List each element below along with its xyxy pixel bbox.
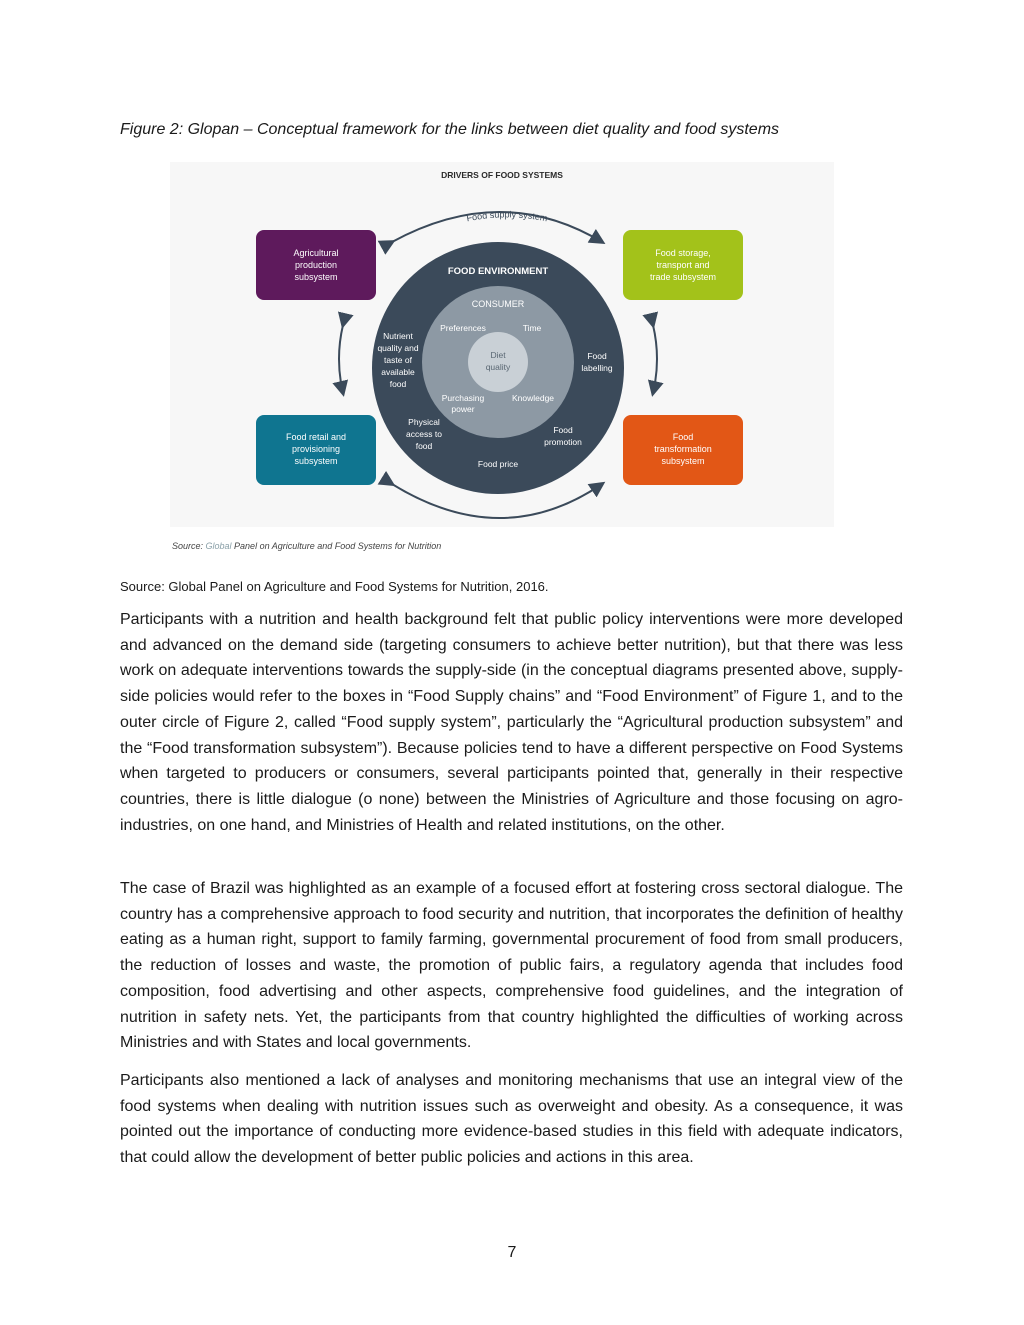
svg-text:Agricultural: Agricultural <box>293 248 339 258</box>
agricultural-production-box <box>256 230 376 300</box>
paragraph-1: Participants with a nutrition and health background felt that public policy interventions were more developed and advanced on the demand side (targeting consumers to achieve better nutrition), but that there was less work on adequate interventions towards the supply-side (in the conceptual diagrams presented above, supply-side policies would refer to the boxes in “Food Supply chains” and “Food Environment” of Figure 1, and to the outer circle of Figure 2, called “Food supply system”, particularly the “Agricultural production subsystem” and the “Food transformation subsystem”). Because policies tend to have a different perspective on Food Systems when targeted to producers or consumers, several participants pointed that, generally in their respective countries, there is little dialogue (o none) between the Ministries of Agriculture and those focusing on agro-industries, on one hand, and Ministries of Health and related institutions, on the other. <box>120 611 903 834</box>
svg-text:production: production <box>294 260 338 270</box>
purchasing-power-label-2: power <box>451 404 475 414</box>
svg-text:transformation: transformation <box>654 444 712 454</box>
source-citation: Source: Global Panel on Agriculture and Food Systems for Nutrition, 2016. <box>120 579 549 594</box>
svg-text:food: food <box>389 379 407 389</box>
svg-text:Nutrient: Nutrient <box>383 331 413 341</box>
svg-text:trade subsystem: trade subsystem <box>649 272 717 282</box>
svg-text:Food: Food <box>672 432 694 442</box>
left-arrow <box>339 325 343 393</box>
svg-text:food: food <box>415 441 433 451</box>
preferences-label: Preferences <box>440 323 486 333</box>
page-number: 7 <box>507 1244 517 1261</box>
svg-text:Physical: Physical <box>408 417 440 427</box>
svg-text:Food: Food <box>553 425 573 435</box>
svg-text:Food retail and: Food retail and <box>285 432 347 442</box>
supply-system-label: Food supply system <box>465 209 549 224</box>
paragraph-3: Participants also mentioned a lack of analyses and monitoring mechanisms that use an integral view of the food systems when dealing with nutrition issues such as overweight and obesity. As a consequence, it was pointed out the importance of conducting more evidence-based studies in this field with adequate indicators, that could allow the development of better public policies and actions in this area. <box>120 1072 903 1167</box>
consumer-label: CONSUMER <box>471 299 525 309</box>
svg-text:subsystem: subsystem <box>294 456 338 466</box>
diet-quality-label-2: quality <box>485 362 511 372</box>
svg-text:taste of: taste of <box>384 355 412 365</box>
food-price-label: Food price <box>477 459 519 469</box>
diet-quality-label: Diet <box>490 350 506 360</box>
food-environment-label: FOOD ENVIRONMENT <box>447 266 549 277</box>
food-retail-box <box>256 415 376 485</box>
svg-text:provisioning: provisioning <box>291 444 341 454</box>
knowledge-label: Knowledge <box>511 393 555 403</box>
figure-diagram <box>170 162 834 527</box>
svg-text:access to: access to <box>406 429 442 439</box>
svg-text:promotion: promotion <box>544 437 582 447</box>
svg-text:subsystem: subsystem <box>661 456 705 466</box>
svg-text:labelling: labelling <box>581 363 613 373</box>
svg-text:Food: Food <box>587 351 607 361</box>
right-arrow <box>653 325 657 393</box>
food-system-diagram <box>170 162 834 527</box>
paragraph-2: The case of Brazil was highlighted as an example of a focused effort at fostering cross sectoral dialogue. The country has a comprehensive approach to food security and nutrition, that incorporates the definition of healthy eating as a human right, support to family farming, governmental procurement of food from small producers, the reduction of losses and waste, the promotion of public fairs, a regulatory agenda that includes food composition, food advertising and other aspects, comprehensive food guidelines, and the integration of nutrition in safety nets. Yet, the participants from that country highlighted the difficulties of working across Ministries and with States and local governments. <box>120 880 903 1052</box>
food-storage-box <box>623 230 743 300</box>
svg-text:available: available <box>381 367 415 377</box>
figure-source: Source: Global Panel on Agriculture and Food Systems for Nutrition <box>172 541 442 551</box>
time-label: Time <box>522 323 542 333</box>
food-transformation-box <box>623 415 743 485</box>
figure-caption: Figure 2: Glopan – Conceptual framework for the links between diet quality and food systems <box>120 121 780 138</box>
svg-text:quality and: quality and <box>377 343 419 353</box>
svg-text:Food storage,: Food storage, <box>655 248 711 258</box>
purchasing-power-label: Purchasing <box>441 393 485 403</box>
drivers-title: DRIVERS OF FOOD SYSTEMS <box>441 170 563 180</box>
svg-text:transport and: transport and <box>656 260 710 270</box>
svg-text:subsystem: subsystem <box>294 272 338 282</box>
